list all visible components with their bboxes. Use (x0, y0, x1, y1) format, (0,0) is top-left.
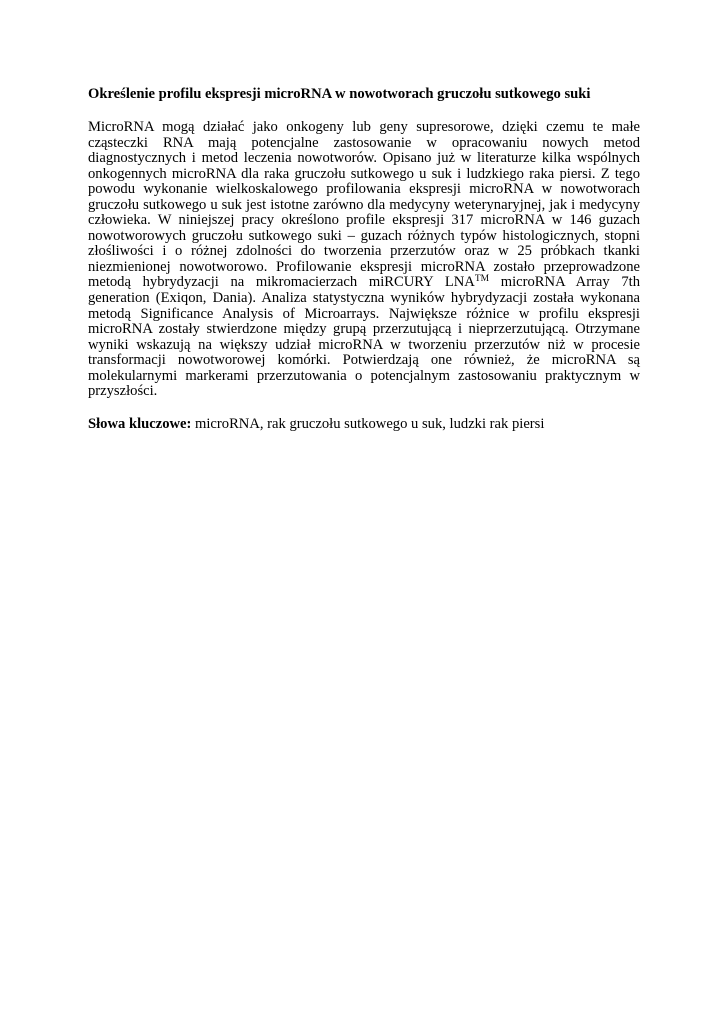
document-page (88, 86, 640, 433)
abstract-text-part1: MicroRNA mogą działać jako onkogeny lub geny supresorowe, dzięki czemu te małe cząsteczki RNA mają potencjalne zastosowanie w opracowaniu nowych metod diagnostycznych i metod leczenia nowotworów. Opisano już w literaturze kilka wspólnych onkogennych microRNA dla raka gruczołu sutkowego u suk i ludzkiego raka piersi. Z tego powodu wykonanie wielkoskalowego profilowania ekspresji microRNA w nowotworach gruczołu sutkowego u suk jest istotne zarówno dla medycyny weterynaryjnej, jak i medycyny człowieka. W niniejszej pracy określono profile ekspresji 317 microRNA w 146 guzach nowotworowych gruczołu sutkowego suki – guzach różnych typów histologicznych, stopni złośliwości i o różnej zdolności do tworzenia przerzutów oraz w 25 próbkach tkanki niezmienionej nowotworowo. Profilowanie ekspresji microRNA zostało przeprowadzone metodą hybrydyzacji na mikromacierzach miRCURY LNA (88, 119, 640, 291)
abstract-text-part2: microRNA Array 7th generation (Exiqon, Dania). Analiza statystyczna wyników hybrydyzacji została wykonana metodą Significance Analysis of Microarrays. Największe różnice w profilu ekspresji microRNA zostały stwierdzone między grupą przerzutującą i nieprzerzutującą. Otrzymane wyniki wskazują na większy udział microRNA w tworzeniu przerzutów niż w procesie transformacji nowotworowej komórki. Potwierdzają one również, że microRNA są molekularnymi markerami przerzutowania o potencjalnym zastosowaniu praktycznym w przyszłości. (88, 274, 640, 400)
abstract-paragraph (88, 120, 640, 400)
trademark-superscript: TM (474, 274, 490, 285)
document-title: Określenie profilu ekspresji microRNA w nowotworach gruczołu sutkowego suki (88, 86, 591, 102)
keywords-line (88, 416, 640, 433)
keywords-label: Słowa kluczowe: (88, 415, 192, 432)
keywords-text: microRNA, rak gruczołu sutkowego u suk, ludzki rak piersi (191, 415, 545, 432)
